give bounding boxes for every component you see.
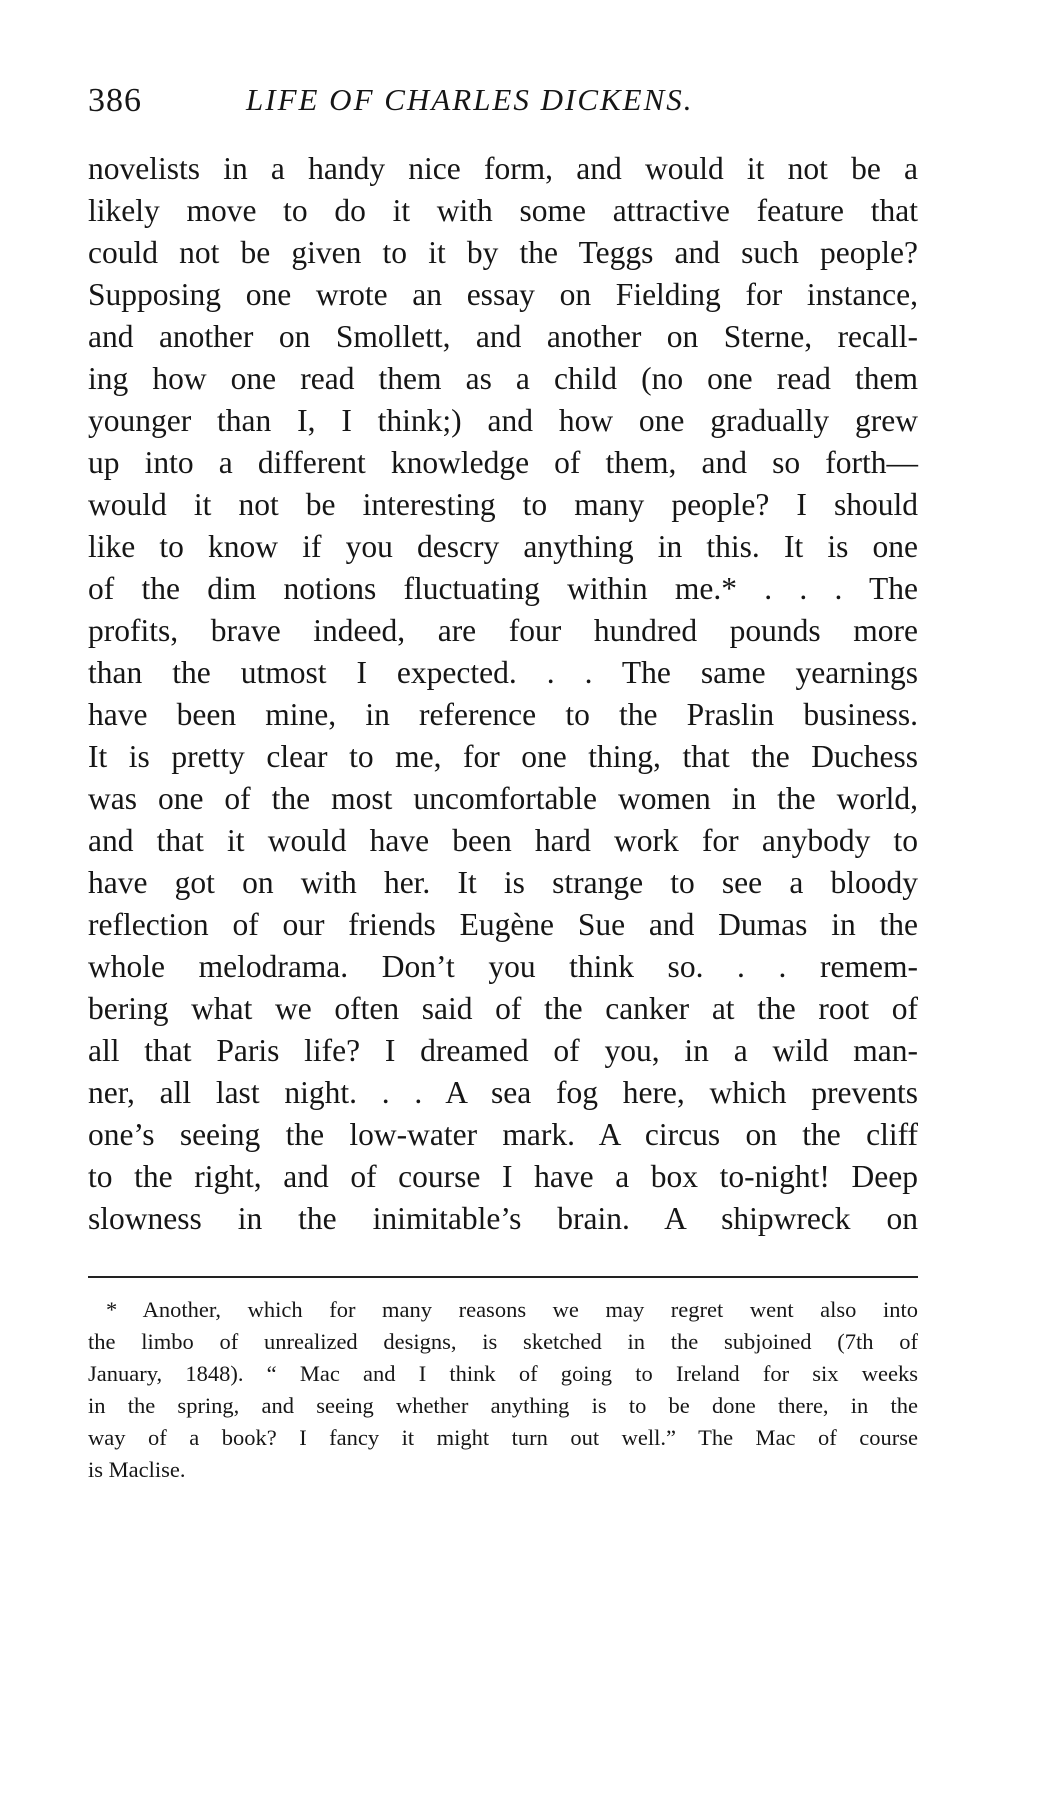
page-number: 386 <box>88 82 142 119</box>
text-line: would it not be interesting to many people? I should <box>88 487 918 522</box>
footnote-line: * Another, which for many reasons we may regret went also into <box>106 1297 918 1322</box>
text-line: profits, brave indeed, are four hundred pounds more <box>88 613 918 648</box>
text-line: all that Paris life? I dreamed of you, in a wild man- <box>88 1033 918 1068</box>
footnote-line: the limbo of unrealized designs, is sketched in the subjoined (7th of <box>88 1329 918 1354</box>
text-line: one’s seeing the low-water mark. A circus on the cliff <box>88 1117 918 1152</box>
text-line: novelists in a handy nice form, and would it not be a <box>88 151 918 186</box>
text-line: younger than I, I think;) and how one gradually grew <box>88 403 918 438</box>
text-line: bering what we often said of the canker at the root of <box>88 991 918 1026</box>
text-line: and another on Smollett, and another on Sterne, recall- <box>88 319 918 354</box>
text-line: whole melodrama. Don’t you think so. . . remem- <box>88 949 918 984</box>
footnote-line: in the spring, and seeing whether anything is to be done there, in the <box>88 1393 918 1418</box>
text-line: ing how one read them as a child (no one read them <box>88 361 918 396</box>
text-line: up into a different knowledge of them, and so forth— <box>88 445 918 480</box>
text-line: and that it would have been hard work for anybody to <box>88 823 918 858</box>
text-line: could not be given to it by the Teggs and such people? <box>88 235 918 270</box>
text-line: to the right, and of course I have a box to-night! Deep <box>88 1159 918 1194</box>
text-line: than the utmost I expected. . . The same yearnings <box>88 655 918 690</box>
text-line: Supposing one wrote an essay on Fielding for instance, <box>88 277 918 312</box>
text-line: reflection of our friends Eugène Sue and Dumas in the <box>88 907 918 942</box>
text-line: have been mine, in reference to the Praslin business. <box>88 697 918 732</box>
text-line: ner, all last night. . . A sea fog here, which prevents <box>88 1075 918 1110</box>
page-header <box>88 82 918 132</box>
running-head: LIFE OF CHARLES DICKENS. <box>246 82 694 117</box>
text-line: It is pretty clear to me, for one thing, that the Duchess <box>88 739 918 774</box>
text-line: was one of the most uncomfortable women in the world, <box>88 781 918 816</box>
text-line: of the dim notions fluctuating within me.* . . . The <box>88 571 918 606</box>
text-line: have got on with her. It is strange to see a bloody <box>88 865 918 900</box>
footnote <box>88 1294 918 1486</box>
text-line: slowness in the inimitable’s brain. A shipwreck on <box>88 1201 918 1236</box>
footnote-line: is Maclise. <box>88 1457 186 1482</box>
footnote-line: January, 1848). “ Mac and I think of going to Ireland for six weeks <box>88 1361 918 1386</box>
footnote-line: way of a book? I fancy it might turn out well.” The Mac of course <box>88 1425 918 1450</box>
body-text <box>88 148 918 1240</box>
text-line: likely move to do it with some attractive feature that <box>88 193 918 228</box>
text-line: like to know if you descry anything in this. It is one <box>88 529 918 564</box>
footnote-divider <box>88 1276 918 1278</box>
